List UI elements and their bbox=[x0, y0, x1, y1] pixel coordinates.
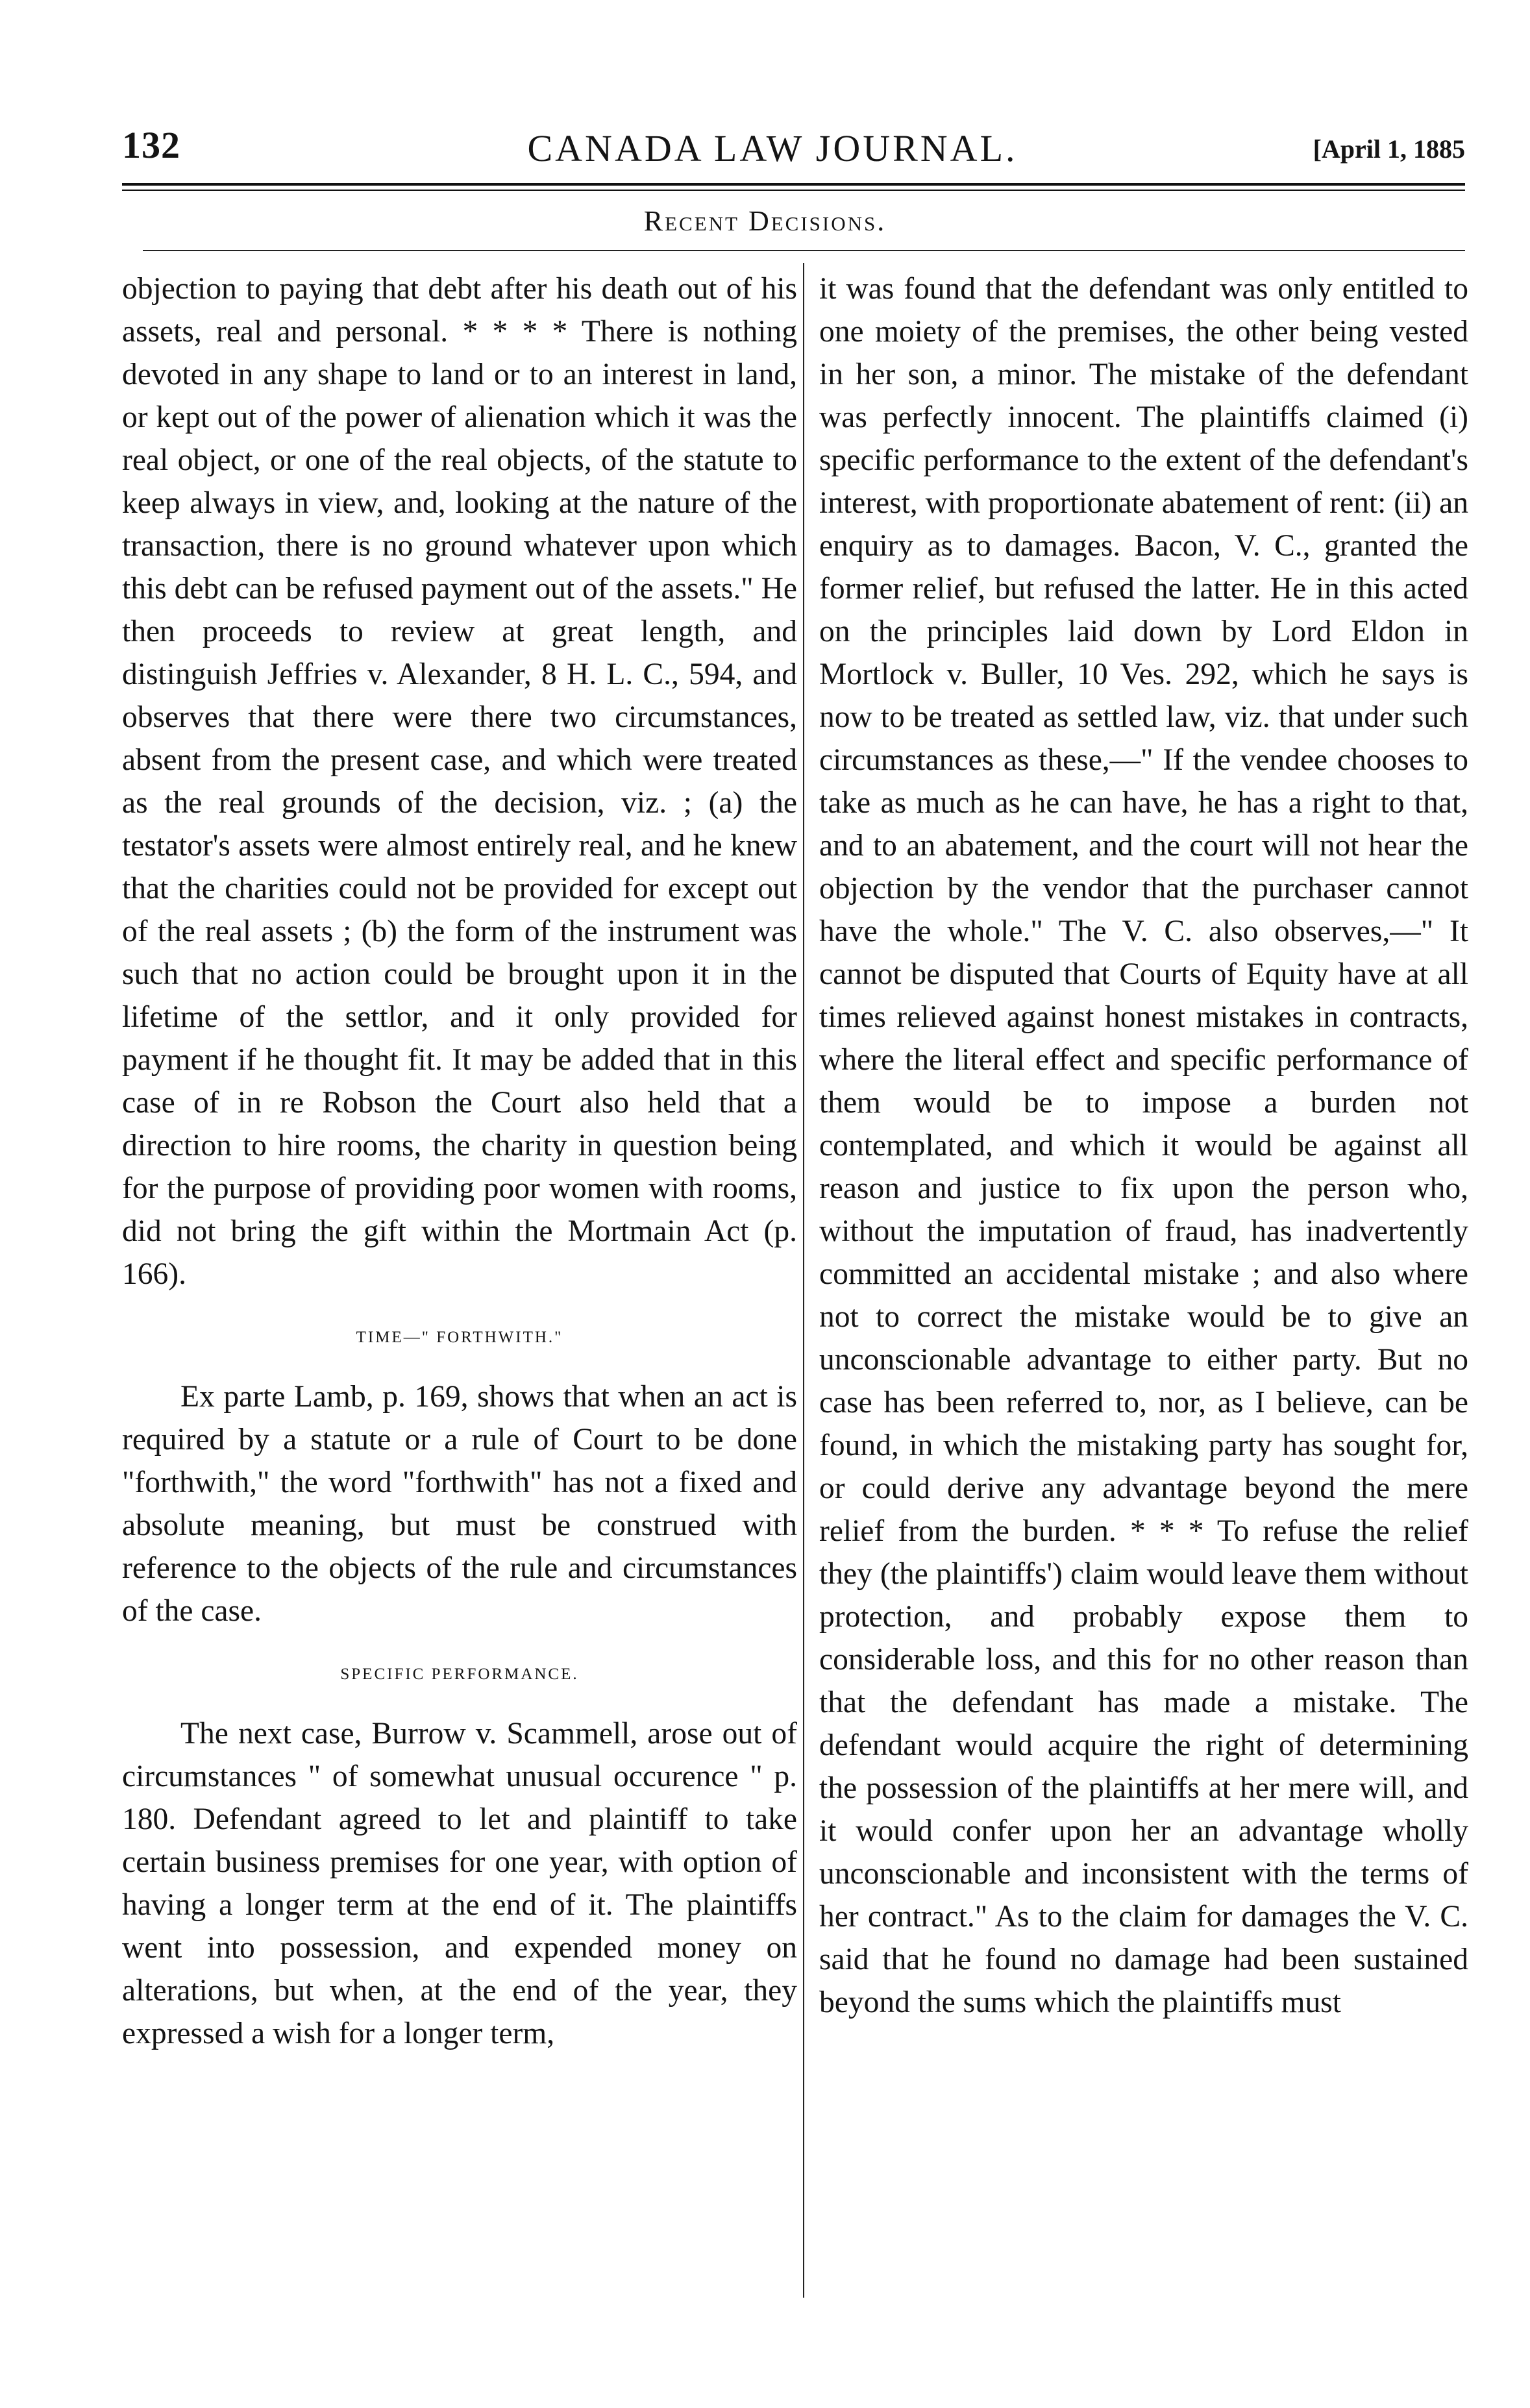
section-rule bbox=[143, 250, 1465, 251]
column-divider bbox=[803, 263, 804, 2298]
section-heading: Recent Decisions. bbox=[643, 205, 887, 237]
header-rule-thick bbox=[122, 183, 1465, 186]
left-paragraph-2: Ex parte Lamb, p. 169, shows that when an act is required by a statute or a rule of Court to be done "forthwith," the word "forthwith" has not a fixed and absolute meaning, but must be construed with reference to the objects of the rule and circumstances of the case. bbox=[122, 1380, 797, 1628]
header-rule-thin bbox=[122, 190, 1465, 191]
subheading-specific-performance: SPECIFIC PERFORMANCE. bbox=[340, 1665, 579, 1683]
journal-title: CANADA LAW JOURNAL. bbox=[527, 127, 1018, 169]
right-column bbox=[819, 267, 1468, 2024]
page-number: 132 bbox=[122, 124, 180, 166]
right-paragraph-1: it was found that the defendant was only entitled to one moiety of the premises, the other being vested in her son, a minor. The mistake of the defendant was perfectly innocent. The plaintiffs claimed (i) specific performance to the extent of the defendant's interest, with proportionate abatement of rent: (ii) an enquiry as to damages. Bacon, V. C., granted the former relief, but refused the latter. He in this acted on the principles laid down by Lord Eldon in Mortlock v. Buller, 10 Ves. 292, which he says is now to be treated as settled law, viz. that under such circumstances as these,—" If the vendee chooses to take as much as he can have, he has a right to that, and to an abatement, and the court will not hear the objection by the vendor that the purchaser cannot have the whole." The V. C. also observes,—" It cannot be disputed that Courts of Equity have at all times relieved against honest mistakes in contracts, where the literal effect and specific performance of them would be to impose a burden not contemplated, and which it would be against all reason and justice to fix upon the person who, without the imputation of fraud, has inadvertently committed an accidental mistake ; and also where not to correct the mistake would be to give an unconscionable advantage to either party. But no case has been referred to, nor, as I believe, can be found, in which the mistaking party has sought for, or could derive any advantage beyond the mere relief from the burden. * * * To refuse the relief they (the plaintiffs') claim would leave them without protection, and probably expose them to considerable loss, and this for no other reason than that the defendant has made a mistake. The defendant would acquire the right of determining the possession of the plaintiffs at her mere will, and it would confer upon her an advantage wholly unconscionable and inconsistent with the terms of her contract." As to the claim for damages the V. C. said that he found no damage had been sustained beyond the sums which the plaintiffs must bbox=[819, 272, 1468, 2019]
subheading-forthwith: TIME—" FORTHWITH." bbox=[356, 1329, 563, 1346]
left-paragraph-3: The next case, Burrow v. Scammell, arose out of circumstances " of somewhat unusual occurence " p. 180. Defendant agreed to let and plaintiff to take certain business premises for one year, with option of having a longer term at the end of it. The plaintiffs went into possession, and expended money on alterations, but when, at the end of the year, they expressed a wish for a longer term, bbox=[122, 1717, 797, 2050]
issue-date: [April 1, 1885 bbox=[1313, 134, 1465, 164]
left-column bbox=[122, 267, 797, 2055]
left-paragraph-1: objection to paying that debt after his death out of his assets, real and personal. * * * * There is nothing devoted in any shape to land or to an interest in land, or kept out of the power of alienation which it was the real object, or one of the real objects, of the statute to keep always in view, and, looking at the nature of the transaction, there is no ground whatever upon which this debt can be refused payment out of the assets." He then proceeds to review at great length, and distinguish Jeffries v. Alexander, 8 H. L. C., 594, and observes that there were there two circumstances, absent from the present case, and which were treated as the real grounds of the decision, viz. ; (a) the testator's assets were almost entirely real, and he knew that the charities could not be provided for except out of the real assets ; (b) the form of the instrument was such that no action could be brought upon it in the lifetime of the settlor, and it only provided for payment if he thought fit. It may be added that in this case of in re Robson the Court also held that a direction to hire rooms, the charity in question being for the purpose of providing poor women with rooms, did not bring the gift within the Mortmain Act (p. 166). bbox=[122, 272, 797, 1291]
